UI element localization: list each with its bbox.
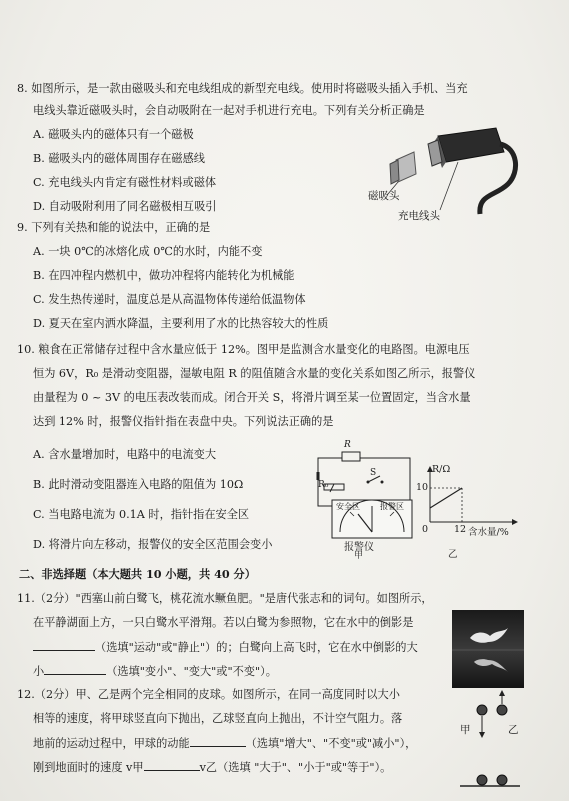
q8-option-b: B. 磁吸头内的磁体周围存在磁感线 xyxy=(33,152,205,165)
q12-line3-end: （选填"增大"、"不变"或"减小"）， xyxy=(245,737,417,750)
q10-graph-x-label: 含水量/% xyxy=(468,527,509,538)
q10-graph-x-tick: 12 xyxy=(454,524,467,535)
q11-line4-end: （选填"变小"、"变大"或"不变"）。 xyxy=(106,665,277,678)
q12-stem-line4 xyxy=(33,760,391,775)
q11-answer-blank-2[interactable] xyxy=(44,664,106,675)
q8-label-magnetic-head: 磁吸头 xyxy=(368,190,400,202)
q10-caption-jia: 甲 xyxy=(354,551,364,561)
q9-option-c: C. 发生热传递时，温度总是从高温物体传递给低温物体 xyxy=(33,293,306,306)
q12-balls-figure xyxy=(458,690,522,788)
q10-label-r: R xyxy=(344,440,351,450)
q12-stem-line1: 12.（2分）甲、乙是两个完全相同的皮球。如图所示，在同一高度同时以大小 xyxy=(17,688,400,701)
q10-graph-figure xyxy=(408,464,518,564)
q9-stem: 9. 下列有关热和能的说法中，正确的是 xyxy=(17,221,211,234)
q10-stem-line1: 10. 粮食在正常储存过程中含水量应低于 12%。图甲是监测含水量变化的电路图。电源电压 xyxy=(17,343,470,356)
q10-label-s: S xyxy=(370,468,377,478)
q11-stem-line4 xyxy=(33,664,277,679)
q8-stem-line2: 电线头靠近磁吸头时，会自动吸附在一起对手机进行充电。下列有关分析正确是 xyxy=(33,104,425,117)
q12-stem-line2: 相等的速度，将甲球竖直向下抛出，乙球竖直向上抛出，不计空气阻力。落 xyxy=(33,712,403,725)
q11-stem-line1: 11.（2分）"西塞山前白鹭飞，桃花流水鳜鱼肥。"是唐代张志和的词句。如图所示， xyxy=(17,592,433,605)
q10-graph-y-tick: 10 xyxy=(416,482,429,493)
q10-label-r0: R₀ xyxy=(318,480,329,490)
q12-line3-start: 地前的运动过程中，甲球的动能 xyxy=(33,737,190,750)
q12-label-yi: 乙 xyxy=(508,724,519,736)
q10-option-a: A. 含水量增加时，电路中的电流变大 xyxy=(33,448,217,461)
q10-option-c: C. 当电路电流为 0.1A 时，指针指在安全区 xyxy=(33,508,250,521)
q12-answer-blank-1[interactable] xyxy=(190,736,246,747)
q12-label-jia: 甲 xyxy=(460,724,471,736)
q9-option-b: B. 在四冲程内燃机中，做功冲程将内能转化为机械能 xyxy=(33,269,295,282)
q11-answer-blank-1[interactable] xyxy=(33,640,95,651)
q10-label-safe-zone: 安全区 xyxy=(336,502,360,511)
q10-option-b: B. 此时滑动变阻器连入电路的阻值为 10Ω xyxy=(33,478,244,491)
q8-label-charging-head: 充电线头 xyxy=(398,210,440,222)
q11-egret-photo xyxy=(452,610,524,688)
magnetic-cable-illustration xyxy=(368,122,528,222)
q10-stem-line3: 由量程为 0 ~ 3V 的电压表改装而成。闭合开关 S，将滑片调至某一位置固定，当含水量 xyxy=(33,391,471,404)
q11-line4-start: 小 xyxy=(33,665,45,678)
q10-caption-yi: 乙 xyxy=(448,549,458,560)
q9-option-d: D. 夏天在室内洒水降温，主要利用了水的比热容较大的性质 xyxy=(33,317,329,330)
q10-option-d: D. 将滑片向左移动，报警仪的安全区范围会变小 xyxy=(33,538,273,551)
q10-graph-y-label: R/Ω xyxy=(432,464,451,475)
q8-option-d: D. 自动吸附利用了同名磁极相互吸引 xyxy=(33,200,217,213)
q11-stem-line2: 在平静湖面上方，一只白鹭水平滑翔。若以白鹭为参照物，它在水中的倒影是 xyxy=(33,616,414,629)
egret-reflection-image xyxy=(452,610,524,688)
q10-circuit-figure xyxy=(310,440,420,561)
q10-label-alarm-zone: 报警区 xyxy=(380,502,404,511)
q10-label-meter: 报警仪 xyxy=(344,542,374,553)
q8-magnetic-cable-figure xyxy=(368,122,528,222)
q8-stem-line1: 8. 如图所示，是一款由磁吸头和充电线组成的新型充电线。使用时将磁吸头插入手机、当充 xyxy=(17,82,468,95)
q12-line4-end: v乙（选填 "大于"、"小于"或"等于"）。 xyxy=(199,761,392,774)
q10-graph-origin: 0 xyxy=(422,524,429,535)
q12-line4-start: 刚到地面时的速度 v甲 xyxy=(33,761,144,774)
q11-line3-text: （选填"运动"或"静止"）的；白鹭向上高飞时，它在水中倒影的大 xyxy=(95,641,418,654)
q12-answer-blank-2[interactable] xyxy=(144,760,200,771)
r-vs-moisture-graph xyxy=(408,464,518,564)
q10-stem-line4: 达到 12% 时，报警仪指针指在表盘中央。下列说法正确的是 xyxy=(33,415,334,428)
q10-stem-line2: 恒为 6V，R₀ 是滑动变阻器，湿敏电阻 R 的阻值随含水量的变化关系如图乙所示，报警仪 xyxy=(33,367,476,380)
q9-option-a: A. 一块 0℃的冰熔化成 0℃的水时，内能不变 xyxy=(33,245,263,258)
q12-stem-line3 xyxy=(33,736,416,751)
q11-stem-line3 xyxy=(33,640,418,655)
two-balls-diagram xyxy=(458,690,522,788)
q8-option-c: C. 充电线头内肯定有磁性材料或磁体 xyxy=(33,176,217,189)
section-2-title: 二、非选择题（本大题共 10 小题，共 40 分） xyxy=(19,567,256,581)
q8-option-a: A. 磁吸头内的磁体只有一个磁极 xyxy=(33,128,194,141)
